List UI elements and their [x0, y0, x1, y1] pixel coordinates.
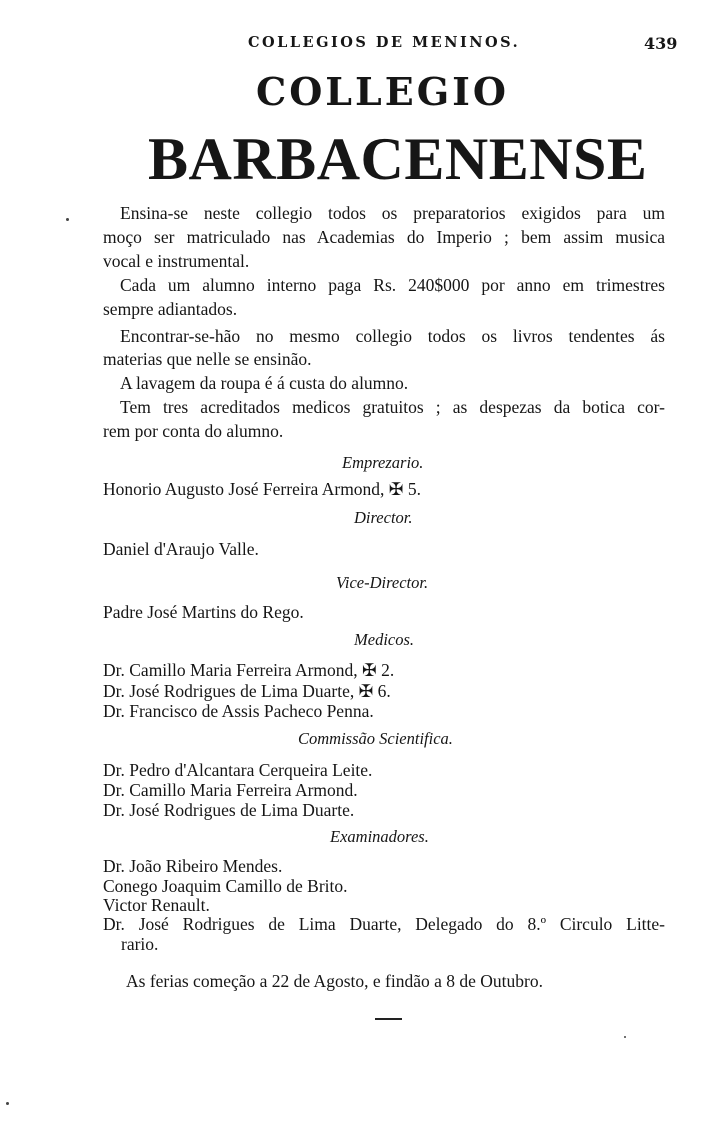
end-rule [375, 1018, 402, 1020]
staff-name: Conego Joaquim Camillo de Brito. [103, 876, 348, 896]
closing-line: As ferias começão a 22 de Agosto, e findão a 8 de Outubro. [126, 971, 543, 991]
paragraph-line: moço ser matriculado nas Academias do Imperio ; bem assim musica [103, 227, 665, 247]
print-speck [624, 1036, 626, 1038]
staff-name: Dr. José Rodrigues de Lima Duarte. [103, 800, 355, 820]
page-number: 439 [644, 34, 678, 53]
staff-name: Honorio Augusto José Ferreira Armond, ✠ 5. [103, 479, 421, 499]
paragraph-line: Ensina-se neste collegio todos os preparatorios exigidos para um [120, 203, 665, 223]
role-label-examinadores: Examinadores. [330, 827, 429, 846]
paragraph-line: materias que nelle se ensinão. [103, 349, 312, 369]
paragraph-line: Tem tres acreditados medicos gratuitos ; as despezas da botica cor- [120, 397, 665, 417]
print-speck [66, 218, 69, 221]
role-label-emprezario: Emprezario. [342, 453, 424, 472]
paragraph-line: A lavagem da roupa é á custa do alumno. [120, 373, 409, 393]
role-label-commissao: Commissão Scientifica. [298, 729, 453, 748]
paragraph-line: sempre adiantados. [103, 299, 238, 319]
staff-name: Padre José Martins do Rego. [103, 602, 304, 622]
staff-name: Dr. João Ribeiro Mendes. [103, 856, 283, 876]
staff-name: Dr. Camillo Maria Ferreira Armond, ✠ 2. [103, 660, 395, 680]
running-head: COLLEGIOS DE MENINOS. [248, 34, 521, 51]
staff-name: rario. [121, 934, 159, 954]
paragraph-line: rem por conta do alumno. [103, 421, 284, 441]
paragraph-line: Cada um alumno interno paga Rs. 240$000 por anno em trimestres [120, 275, 665, 295]
print-speck [6, 1102, 9, 1105]
staff-name: Dr. Pedro d'Alcantara Cerqueira Leite. [103, 760, 373, 780]
title-collegio: COLLEGIO [255, 69, 510, 114]
staff-name: Dr. José Rodrigues de Lima Duarte, Delegado do 8.º Circulo Litte- [103, 914, 665, 934]
paragraph-line: Encontrar-se-hão no mesmo collegio todos os livros tendentes ás [120, 326, 665, 346]
role-label-vice-director: Vice-Director. [336, 573, 429, 592]
role-label-medicos: Medicos. [354, 630, 415, 649]
role-label-director: Director. [354, 508, 413, 527]
staff-name: Dr. Camillo Maria Ferreira Armond. [103, 780, 358, 800]
staff-name: Dr. Francisco de Assis Pacheco Penna. [103, 701, 374, 721]
staff-name: Dr. José Rodrigues de Lima Duarte, ✠ 6. [103, 681, 391, 701]
staff-name: Daniel d'Araujo Valle. [103, 539, 259, 559]
staff-name: Victor Renault. [103, 895, 210, 915]
title-barbacenense: BARBACENENSE [148, 126, 648, 192]
paragraph-line: vocal e instrumental. [103, 251, 250, 271]
